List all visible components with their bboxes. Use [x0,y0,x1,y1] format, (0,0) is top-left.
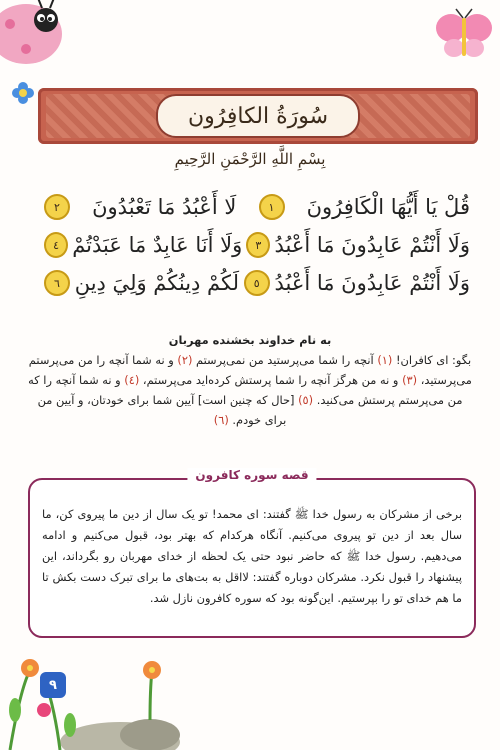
garden-illustration [0,630,200,750]
translation-heading: به نام خداوند بخشنده مهربان [168,333,332,347]
translation-part: [حال که چنین است] آیین شما برای خودتان، و آیین من برای خودم. [37,393,295,427]
translation-part: و نه شما آنچه را که من می‌پرستم پرستش می‌کنید. [28,373,463,407]
verse-3-text: وَلَا أَنْتُمْ عَابِدُونَ مَا أَعْبُدُ [274,233,470,257]
translation-part: و نه من هرگز آنچه را شما پرستش کرده‌اید می‌پرستم، [142,373,399,387]
page-number: ٩ [40,672,66,698]
ayah-marker-2: ٢ [44,194,70,220]
verse-number: (٤) [124,373,140,387]
translation-part: بگو: ای کافران! [395,353,472,367]
verse-number: (٣) [402,373,418,387]
verse-line-2 [40,226,470,264]
ladybug-icon [0,0,68,64]
ayah-marker-6: ٦ [44,270,70,296]
story-box [28,468,476,638]
translation-part: آنچه را شما می‌پرستید من نمی‌پرستم [196,353,374,367]
verse-number: (٦) [213,413,229,427]
verse-2-text: لَا أَعْبُدُ مَا تَعْبُدُونَ [92,195,237,219]
surah-title: سُورَةُ الكافِرُون [187,103,329,129]
verse-6-text: لَكُمْ دِينُكُمْ وَلِيَ دِينِ [74,271,240,295]
verses-block [40,188,470,302]
story-title: قصه سوره کافرون [187,468,316,482]
surah-banner [38,88,478,144]
verse-number: (٥) [298,393,314,407]
translation-block [28,330,472,430]
flower-icon [12,82,34,104]
translation-part: و نه شما آنچه را من می‌پرستم می‌پرستید، [28,353,472,387]
bismillah: بِسْمِ اللَّهِ الرَّحْمَنِ الرَّحِيمِ [174,150,326,168]
verse-4-text: وَلَا أَنَا عَابِدٌ مَا عَبَدْتُمْ [72,233,243,257]
verse-line-1 [40,188,470,226]
ayah-marker-4: ٤ [44,232,68,258]
verse-number: (١) [377,353,393,367]
verse-number: (٢) [177,353,193,367]
translation-text [28,350,472,430]
verse-1-text: قُلْ يَا أَيُّهَا الْكَافِرُونَ [306,195,470,219]
story-body: برخی از مشرکان به رسول خدا ﷺ گفتند: ای محمد! تو یک سال از دین ما پیروی کن، ما سال بعد از دین تو پیروی می‌کنیم. آنگاه هرکدام که بهتر بود، قبول می‌کنیم و ادامه می‌دهیم. رسول خدا ﷺ که حاضر نبود حتی یک لحظه از خدای مهربان رو بگرداند، این پیشنهاد را قبول نکرد. مشرکان دوباره گفتند: لااقل به بت‌های ما برای تبرک دست بکش تا ما هم خدای تو را بپرستیم. این‌گونه بود که سوره کافرون نازل شد. [42,507,462,605]
verse-5-text: وَلَا أَنْتُمْ عَابِدُونَ مَا أَعْبُدُ [274,271,470,295]
ayah-marker-1: ١ [259,194,285,220]
ayah-marker-3: ٣ [246,232,270,258]
ayah-marker-5: ٥ [244,270,270,296]
butterfly-icon [434,8,494,60]
verse-line-3 [40,264,470,302]
